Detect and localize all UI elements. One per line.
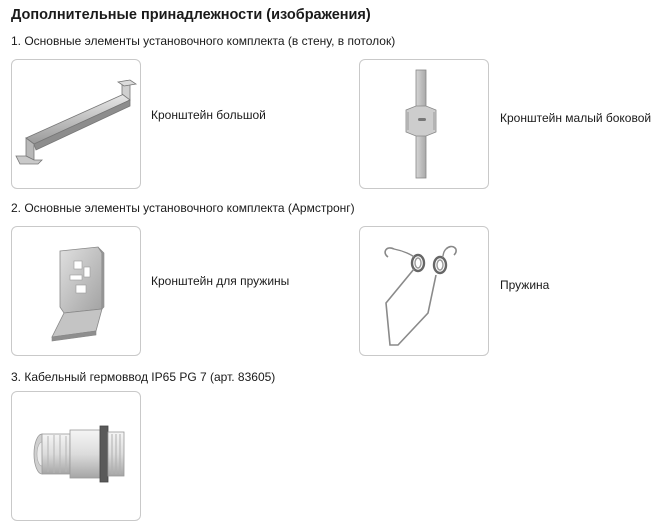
spring-bracket-label: Кронштейн для пружины [151,274,290,288]
section-1-label: 1. Основные элементы установочного комплекта (в стену, в потолок) [11,34,396,48]
section-2-label: 2. Основные элементы установочного комплекта (Армстронг) [11,201,355,215]
spring-bracket-image [12,227,140,355]
spring-image [360,227,488,355]
small-side-bracket-image [360,60,488,188]
large-bracket-image [12,60,140,188]
small-side-bracket-image-box [359,59,489,189]
small-side-bracket-label: Кронштейн малый боковой [500,111,652,125]
large-bracket-image-box [11,59,141,189]
cable-gland-image-box [11,391,141,521]
section-3-label: 3. Кабельный гермоввод IP65 PG 7 (арт. 83605) [11,370,276,384]
page-title: Дополнительные принадлежности (изображения) [11,7,371,23]
large-bracket-label: Кронштейн большой [151,108,266,122]
spring-label: Пружина [500,278,550,292]
spring-bracket-image-box [11,226,141,356]
cable-gland-image [12,392,140,520]
spring-image-box [359,226,489,356]
